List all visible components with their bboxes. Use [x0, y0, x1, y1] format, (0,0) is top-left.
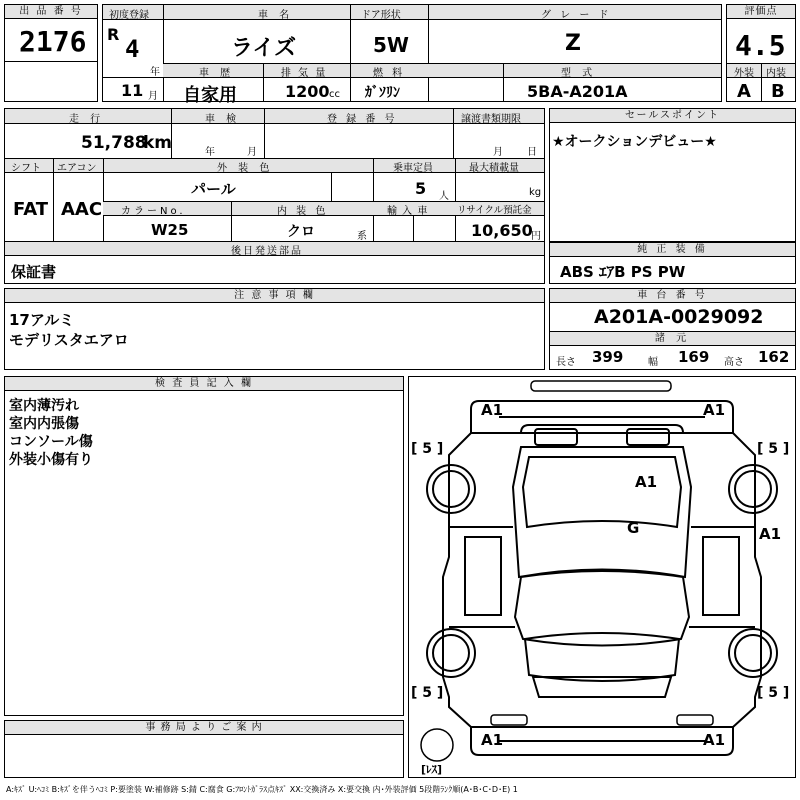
shift-label: シフト: [11, 163, 41, 174]
interior-label: 内装: [766, 68, 786, 79]
mark-rear-right: A1: [703, 731, 726, 749]
color-no-label: カラーNo.: [121, 206, 186, 217]
shift-value: FAT: [13, 199, 49, 220]
lot-number: 2176: [19, 25, 87, 58]
color-no-value: W25: [151, 221, 189, 239]
door-label: ドア形状: [361, 10, 401, 21]
inspector-line-1: 室内薄汚れ: [9, 398, 79, 414]
length-value: 399: [592, 348, 624, 366]
disp-unit: cc: [329, 89, 340, 100]
score-box: [726, 4, 796, 102]
mileage-value: 51,788: [81, 133, 147, 153]
mileage-label: 走 行: [69, 114, 105, 125]
model-value: 5BA-A201A: [527, 82, 628, 101]
month-value: 11: [121, 81, 144, 100]
inspect-month-unit: 月: [247, 147, 257, 158]
mark-front-right: A1: [703, 401, 726, 419]
lot-label: 出 品 番 号: [5, 5, 97, 19]
inspector-line-3: コンソール傷: [9, 434, 93, 450]
spare-label: [ﾚｽ]: [421, 763, 443, 776]
office-box: [4, 720, 404, 778]
interior-value: B: [771, 81, 785, 102]
inspector-line-4: 外装小傷有り: [9, 452, 93, 468]
legend-text: A:ｷｽﾞ U:ﾍｺﾐ B:ｷｽﾞを伴うﾍｺﾐ P:要塗装 W:補修跡 S:錆 C:腐食 G:ﾌﾛﾝﾄｶﾞﾗｽ点ｷｽﾞ XX:交換済み X:要交換 内･外装評価 5段階ﾗﾝｸ順(A･B･C･D･E) 1: [6, 785, 518, 794]
sales-label: セールスポイント: [550, 109, 795, 123]
mark-front-left: A1: [481, 401, 504, 419]
recycle-label: リサイクル預託金: [457, 205, 532, 216]
transfer-day-unit: 日: [527, 147, 537, 158]
int-color-label: 内 装 色: [277, 206, 329, 217]
load-label: 最大積載量: [469, 163, 519, 174]
import-label: 輸 入 車: [387, 206, 429, 217]
office-label: 事 務 局 よ り ご 案 内: [5, 721, 403, 735]
transfer-month-unit: 月: [493, 147, 503, 158]
regno-label: 登 録 番 号: [327, 114, 398, 125]
grade-label: グ レ ー ド: [541, 10, 612, 21]
year-unit: 年: [150, 67, 160, 78]
disp-value: 1200: [285, 82, 330, 101]
chassis-box: [549, 288, 796, 370]
transfer-label: 譲渡書類期限: [461, 114, 521, 125]
exterior-label: 外装: [734, 68, 754, 79]
history-label: 車 歴: [199, 68, 235, 79]
color-value: パール: [191, 180, 236, 198]
equipment-value: ABS ｴｱB PS PW: [560, 263, 686, 281]
notes-box: [4, 288, 545, 370]
sales-box: [549, 108, 796, 242]
recycle-value: 10,650: [471, 221, 533, 240]
car-diagram-box: [408, 376, 796, 778]
sales-value: ★オークションデビュー★: [552, 134, 717, 150]
car-name-label: 車 名: [258, 10, 294, 21]
int-color-unit: 系: [357, 231, 367, 242]
chassis-value: A201A-0029092: [594, 306, 764, 328]
equipment-box: [549, 242, 796, 284]
car-diagram: [409, 377, 795, 777]
car-name-value: ライズ: [231, 36, 297, 61]
disp-label: 排 気 量: [281, 68, 328, 79]
capacity-label: 乗車定員: [393, 163, 433, 174]
score-value: 4.5: [735, 29, 786, 62]
month-unit: 月: [148, 91, 158, 102]
tire-front-right: [ 5 ]: [757, 441, 790, 457]
int-color-value: クロ: [287, 224, 315, 240]
recycle-unit: 円: [531, 231, 541, 242]
tire-front-left: [ 5 ]: [411, 441, 444, 457]
inspector-line-2: 室内内張傷: [9, 416, 79, 432]
mark-windshield: G: [627, 519, 640, 537]
year-value: 4: [125, 35, 140, 63]
first-reg-label: 初度登録: [109, 10, 149, 21]
mark-rear-left: A1: [481, 731, 504, 749]
ac-label: エアコン: [57, 163, 97, 174]
tire-rear-left: [ 5 ]: [411, 685, 444, 701]
score-label: 評価点: [727, 5, 795, 19]
capacity-value: 5: [415, 179, 427, 198]
width-label: 幅: [648, 357, 658, 368]
load-unit: kg: [529, 187, 542, 198]
notes-label: 注 意 事 項 欄: [5, 289, 544, 303]
mileage-unit: km: [143, 133, 173, 153]
notes-line-2: モデリスタエアロ: [9, 331, 129, 349]
exterior-value: A: [737, 81, 751, 102]
equipment-label: 純 正 装 備: [550, 243, 795, 257]
mark-right-side: A1: [759, 525, 782, 543]
later-parts-value: 保証書: [11, 263, 57, 281]
door-value: 5W: [373, 33, 409, 57]
model-label: 型 式: [561, 68, 597, 79]
tire-rear-right: [ 5 ]: [757, 685, 790, 701]
specs-label: 諸 元: [550, 332, 795, 346]
capacity-unit: 人: [439, 191, 449, 202]
inspect-label: 車 検: [205, 114, 241, 125]
later-parts-label: 後日発送部品: [231, 246, 303, 257]
inspector-label: 検 査 員 記 入 欄: [5, 377, 403, 391]
width-value: 169: [678, 348, 710, 366]
length-label: 長さ: [556, 357, 576, 368]
inspect-year-unit: 年: [205, 147, 215, 158]
height-value: 162: [758, 348, 790, 366]
grade-value: Z: [565, 31, 581, 56]
ac-value: AAC: [61, 199, 103, 220]
lot-box: [4, 4, 98, 102]
fuel-value: ｶﾞｿﾘﾝ: [365, 85, 400, 101]
main-info-box: [102, 4, 722, 106]
history-value: 自家用: [183, 85, 237, 106]
detail-box: [4, 108, 545, 284]
chassis-label: 車 台 番 号: [550, 289, 795, 303]
era-label: R: [107, 25, 120, 44]
mark-hood: A1: [635, 473, 658, 491]
notes-line-1: 17アルミ: [9, 311, 75, 329]
fuel-label: 燃 料: [373, 68, 406, 79]
height-label: 高さ: [724, 357, 744, 368]
inspector-box: [4, 376, 404, 716]
color-label: 外 装 色: [217, 163, 274, 174]
